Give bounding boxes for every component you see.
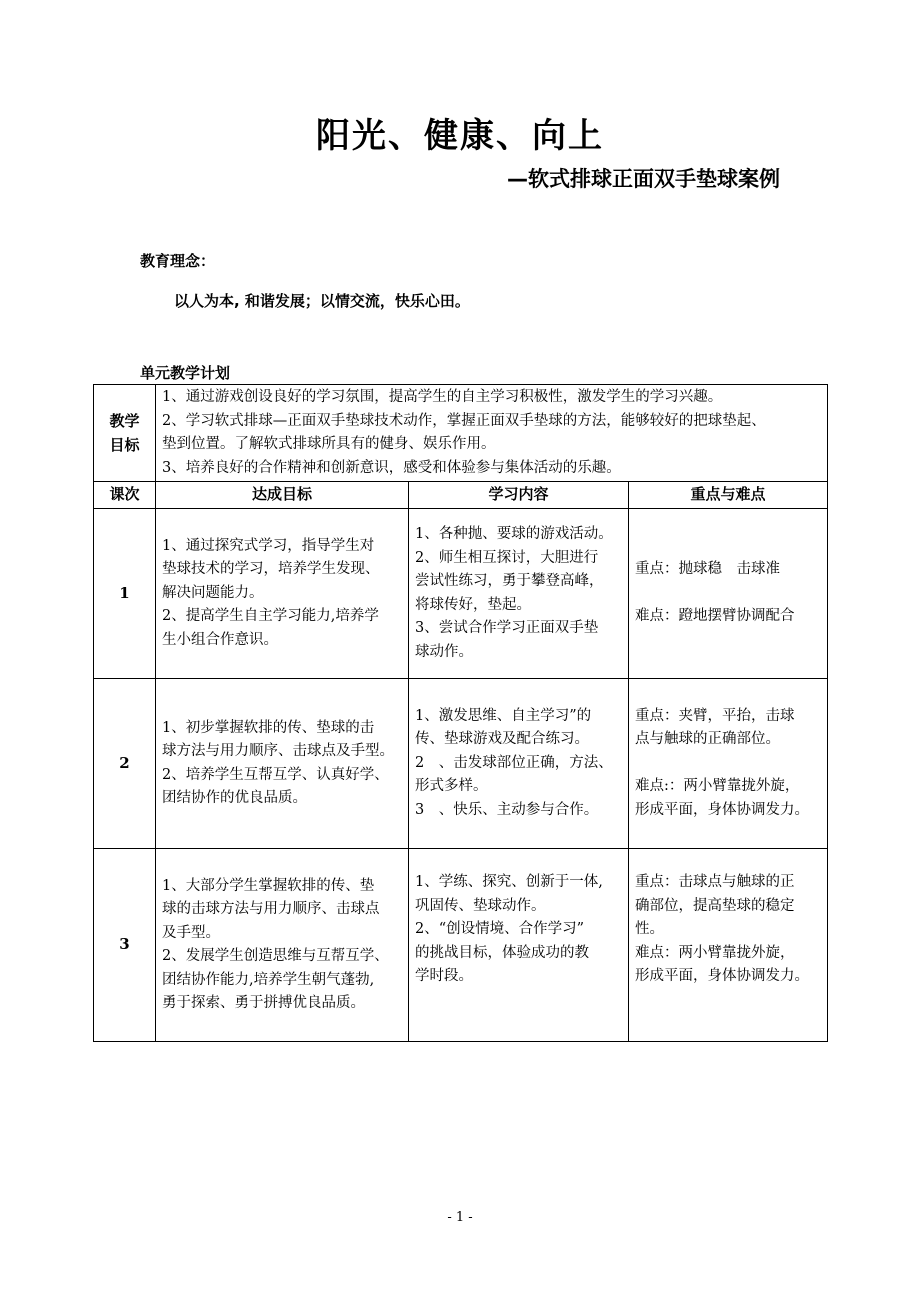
- goals-label-cell: [94, 385, 156, 482]
- cell-line: 球方法与用力顺序、击球点及手型。: [162, 743, 394, 759]
- cell-line: 2、“创设情境、合作学习”: [415, 921, 585, 937]
- cell-line: 1、学练、探究、创新于一体,: [415, 874, 603, 890]
- header-lesson: 课次: [94, 482, 156, 509]
- cell-line: 3、尝试合作学习正面双手垫: [415, 620, 599, 636]
- document-title: 阳光、健康、向上: [316, 116, 604, 156]
- lesson-number: 1: [94, 509, 156, 679]
- cell-line: 及手型。: [162, 924, 220, 941]
- lesson-content-cell: [409, 849, 629, 1042]
- cell-line: 难点:：两小臂靠拢外旋，: [635, 778, 800, 795]
- cell-line: 1、初步掌握软排的传、垫球的击: [162, 719, 375, 736]
- header-goals: 达成目标: [156, 482, 409, 509]
- goals-text-cell: [156, 385, 828, 482]
- cell-line: 传、垫球游戏及配合练习。: [415, 731, 589, 748]
- lesson-row-1: [94, 509, 828, 679]
- cell-line: 2、发展学生创造思维与互帮互学、: [162, 948, 389, 964]
- cell-line: 形成平面，身体协调发力。: [635, 801, 809, 818]
- goals-label-line2: 目标: [109, 436, 140, 454]
- cell-line: 2、师生相互探讨，大胆进行: [415, 549, 599, 566]
- cell-line: 重点：抛球稳 击球准: [635, 561, 780, 578]
- cell-line: 巩固传、垫球动作。: [415, 897, 546, 914]
- cell-line: 2、培养学生互帮互学、认真好学、: [162, 766, 389, 783]
- cell-line: 点与触球的正确部位。: [635, 731, 780, 748]
- cell-line: 的挑战目标，体验成功的教: [415, 944, 589, 961]
- cell-line: 确部位，提高垫球的稳定: [635, 897, 795, 914]
- cell-line: 形式多样。: [415, 778, 488, 795]
- cell-line: [635, 582, 821, 606]
- cell-line: 解决问题能力。: [162, 584, 264, 601]
- cell-line: 团结协作能力,培养学生朝气蓬勃,: [162, 971, 375, 988]
- header-content: 学习内容: [409, 482, 629, 509]
- lesson-points-cell: [629, 849, 828, 1042]
- goal-line: 2、学习软式排球—正面双手垫球技术动作，掌握正面双手垫球的方法，能够较好的把球垫起、: [162, 412, 766, 429]
- lesson-number: 3: [94, 849, 156, 1042]
- lesson-content-cell: [409, 509, 629, 679]
- lesson-row-2: [94, 679, 828, 849]
- lesson-points-cell: [629, 679, 828, 849]
- cell-line: 勇于探索、勇于拼搏优良品质。: [162, 995, 365, 1011]
- cell-line: 1、激发思维、自主学习”的: [415, 707, 592, 724]
- cell-line: 球动作。: [415, 643, 473, 660]
- lesson-goals-cell: [156, 679, 409, 849]
- cell-line: 重点：击球点与触球的正: [635, 874, 795, 890]
- lesson-row-3: [94, 849, 828, 1042]
- goals-label-line1: 教学: [109, 412, 140, 430]
- cell-line: 3 、快乐、主动参与合作。: [415, 801, 599, 818]
- header-points: 重点与难点: [629, 482, 828, 509]
- goal-line: 1、通过游戏创设良好的学习氛围，提高学生的自主学习积极性，激发学生的学习兴趣。: [162, 389, 723, 405]
- cell-line: [635, 752, 821, 776]
- goal-line: 3、培养良好的合作精神和创新意识，感受和体验参与集体活动的乐趣。: [162, 459, 621, 476]
- page-number: - 1 -: [447, 1210, 473, 1225]
- cell-line: 难点：两小臂靠拢外旋，: [635, 944, 795, 961]
- cell-line: 团结协作的优良品质。: [162, 790, 307, 806]
- cell-line: 形成平面，身体协调发力。: [635, 968, 809, 984]
- goals-row: [94, 385, 828, 482]
- cell-line: 1、通过探究式学习，指导学生对: [162, 537, 375, 554]
- cell-line: 尝试性练习，勇于攀登高峰，: [415, 573, 604, 589]
- cell-line: 难点：蹬地摆臂协调配合: [635, 608, 795, 625]
- lesson-goals-cell: [156, 849, 409, 1042]
- cell-line: 性。: [635, 921, 664, 937]
- philosophy-text: 以人为本, 和谐发展；以情交流，快乐心田。: [174, 292, 470, 310]
- cell-line: 生小组合作意识。: [162, 631, 278, 648]
- unit-plan-table: [93, 384, 828, 1042]
- cell-line: 1、各种抛、要球的游戏活动。: [415, 526, 613, 542]
- cell-line: 学时段。: [415, 968, 473, 984]
- lesson-number: 2: [94, 679, 156, 849]
- philosophy-label: 教育理念：: [140, 252, 216, 270]
- document-subtitle: —软式排球正面双手垫球案例: [507, 167, 780, 191]
- cell-line: 2 、击发球部位正确，方法、: [415, 754, 613, 771]
- cell-line: 1、大部分学生掌握软排的传、垫: [162, 877, 375, 894]
- plan-label: 单元教学计划: [140, 364, 231, 382]
- lesson-content-cell: [409, 679, 629, 849]
- lesson-goals-cell: [156, 509, 409, 679]
- cell-line: 2、提高学生自主学习能力,培养学: [162, 608, 379, 625]
- lesson-points-cell: [629, 509, 828, 679]
- goal-line: 垫到位置。了解软式排球所具有的健身、娱乐作用。: [162, 436, 496, 452]
- header-row: [94, 482, 828, 509]
- cell-line: 垫球技术的学习，培养学生发现、: [162, 561, 380, 578]
- cell-line: 重点：夹臂，平抬，击球: [635, 707, 795, 724]
- cell-line: 将球传好，垫起。: [415, 596, 531, 613]
- cell-line: 球的击球方法与用力顺序、击球点: [162, 901, 380, 917]
